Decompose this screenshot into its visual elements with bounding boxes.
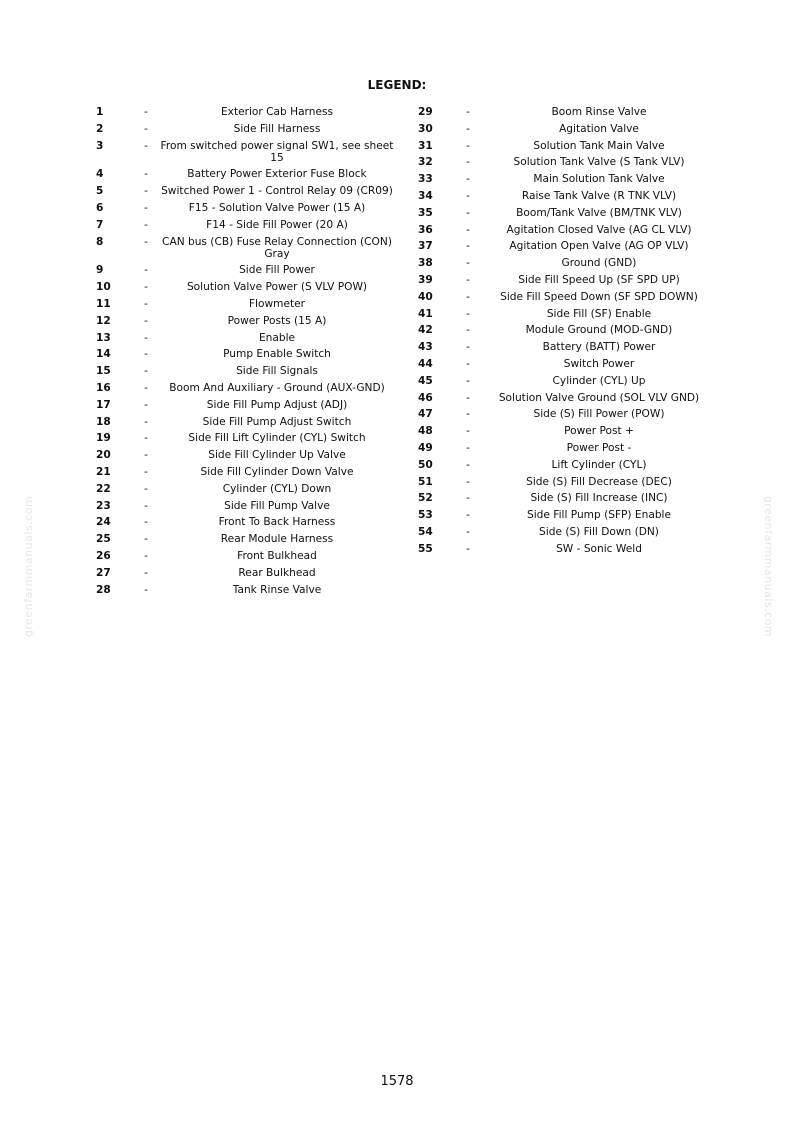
legend-entry-number: 53 bbox=[418, 509, 433, 522]
legend-entry-description: F14 - Side Fill Power (20 A) bbox=[206, 218, 348, 231]
legend-entry-separator: - bbox=[144, 218, 148, 231]
legend-entry bbox=[418, 274, 718, 286]
legend-entry-separator: - bbox=[144, 348, 148, 361]
legend-column-left bbox=[96, 106, 396, 600]
legend-entry-number: 45 bbox=[418, 374, 433, 387]
legend-entry bbox=[96, 432, 396, 444]
legend-entry-number: 47 bbox=[418, 408, 433, 421]
legend-entry-number: 18 bbox=[96, 415, 111, 428]
legend-entry bbox=[418, 358, 718, 370]
legend-entry-number: 26 bbox=[96, 549, 111, 562]
legend-entry-separator: - bbox=[466, 290, 470, 303]
legend-entry-separator: - bbox=[466, 307, 470, 320]
legend-entry-separator: - bbox=[466, 542, 470, 555]
legend-entry-separator: - bbox=[144, 281, 148, 294]
legend-entry-separator: - bbox=[144, 499, 148, 512]
legend-entry-number: 24 bbox=[96, 516, 111, 529]
legend-entry-description: Cylinder (CYL) Down bbox=[222, 482, 332, 495]
legend-entry-separator: - bbox=[466, 139, 470, 152]
legend-entry bbox=[418, 156, 718, 168]
legend-entry-description: Switch Power bbox=[563, 357, 635, 370]
legend-entry-separator: - bbox=[144, 449, 148, 462]
legend-entry-separator: - bbox=[466, 374, 470, 387]
legend-entry-separator: - bbox=[144, 398, 148, 411]
legend-entry-description: Side (S) Fill Down (DN) bbox=[539, 525, 659, 538]
legend-entry bbox=[96, 219, 396, 231]
page-number: 1578 bbox=[380, 1074, 414, 1089]
legend-entry-separator: - bbox=[466, 324, 470, 337]
legend-entry-description: Switched Power 1 - Control Relay 09 (CR09) bbox=[161, 185, 393, 198]
legend-entry bbox=[418, 207, 718, 219]
legend-entry-number: 41 bbox=[418, 307, 433, 320]
legend-entry-separator: - bbox=[466, 509, 470, 522]
legend-entry-description: Front Bulkhead bbox=[237, 549, 317, 562]
legend-entry-description: Side Fill Pump Adjust (ADJ) bbox=[206, 398, 348, 411]
legend-entry-description: Cylinder (CYL) Up bbox=[552, 374, 646, 387]
legend-entry bbox=[418, 509, 718, 521]
legend-entry-number: 54 bbox=[418, 525, 433, 538]
legend-entry bbox=[418, 106, 718, 118]
legend-entry-separator: - bbox=[144, 331, 148, 344]
legend-entry-number: 37 bbox=[418, 240, 433, 253]
legend-entry-description: Side Fill Pump Adjust Switch bbox=[202, 415, 352, 428]
legend-entry-description: Side Fill Pump Valve bbox=[224, 499, 330, 512]
legend-entry-description: From switched power signal SW1, see sheet 15 bbox=[160, 139, 394, 164]
legend-entry-separator: - bbox=[144, 465, 148, 478]
legend-entry-number: 44 bbox=[418, 357, 433, 370]
legend-entry bbox=[418, 408, 718, 420]
legend-entry-number: 39 bbox=[418, 273, 433, 286]
legend-entry-separator: - bbox=[466, 223, 470, 236]
legend-entry-description: Pump Enable Switch bbox=[223, 348, 331, 361]
legend-entry-description: Battery (BATT) Power bbox=[542, 341, 656, 354]
legend-entry-number: 32 bbox=[418, 156, 433, 169]
legend-entry-separator: - bbox=[144, 139, 148, 152]
legend-entry bbox=[418, 459, 718, 471]
legend-entry-separator: - bbox=[144, 365, 148, 378]
legend-entry-number: 12 bbox=[96, 314, 111, 327]
legend-entry-description: CAN bus (CB) Fuse Relay Connection (CON) Gray bbox=[162, 235, 392, 260]
legend-entry-number: 10 bbox=[96, 281, 111, 294]
legend-entry bbox=[96, 399, 396, 411]
legend-entry bbox=[96, 416, 396, 428]
legend-entry-separator: - bbox=[144, 533, 148, 546]
legend-entry-separator: - bbox=[144, 583, 148, 596]
legend-entry-description: Enable bbox=[258, 331, 296, 344]
legend-entry-number: 30 bbox=[418, 122, 433, 135]
legend-entry-separator: - bbox=[466, 408, 470, 421]
legend-entry bbox=[96, 348, 396, 360]
legend-entry-separator: - bbox=[144, 235, 148, 248]
legend-entry-number: 5 bbox=[96, 185, 104, 198]
legend-entry-description: Raise Tank Valve (R TNK VLV) bbox=[521, 189, 677, 202]
legend-entry-number: 16 bbox=[96, 381, 111, 394]
legend-entry-number: 21 bbox=[96, 465, 111, 478]
legend-entry-separator: - bbox=[466, 441, 470, 454]
legend-entry-description: Tank Rinse Valve bbox=[232, 583, 322, 596]
legend-entry bbox=[96, 168, 396, 180]
legend-entry-separator: - bbox=[144, 415, 148, 428]
legend-entry bbox=[96, 236, 396, 260]
legend-entry-separator: - bbox=[466, 458, 470, 471]
legend-entry bbox=[96, 315, 396, 327]
legend-entry-number: 3 bbox=[96, 139, 104, 152]
legend-entry-description: Solution Tank Valve (S Tank VLV) bbox=[513, 156, 685, 169]
legend-title: LEGEND: bbox=[367, 78, 427, 92]
legend-entry-number: 7 bbox=[96, 218, 104, 231]
legend-entry bbox=[418, 140, 718, 152]
legend-entry-separator: - bbox=[144, 516, 148, 529]
legend-entry-description: F15 - Solution Valve Power (15 A) bbox=[188, 201, 366, 214]
legend-entry-separator: - bbox=[466, 341, 470, 354]
legend-entry bbox=[96, 382, 396, 394]
legend-entry-separator: - bbox=[466, 122, 470, 135]
legend-entry-description: Front To Back Harness bbox=[218, 516, 336, 529]
legend-entry bbox=[418, 291, 718, 303]
legend-entry-number: 49 bbox=[418, 441, 433, 454]
legend-entry-description: Agitation Closed Valve (AG CL VLV) bbox=[506, 223, 692, 236]
legend-entry bbox=[96, 466, 396, 478]
legend-entry bbox=[418, 442, 718, 454]
legend-entry-separator: - bbox=[144, 106, 148, 118]
legend-entry-number: 36 bbox=[418, 223, 433, 236]
watermark-left: greenfarmmanuals.com bbox=[22, 495, 36, 638]
legend-entry-separator: - bbox=[144, 314, 148, 327]
legend-entry-description: Side Fill Lift Cylinder (CYL) Switch bbox=[188, 432, 366, 445]
legend-entry bbox=[96, 584, 396, 596]
legend-entry-number: 34 bbox=[418, 189, 433, 202]
legend-entry-number: 6 bbox=[96, 201, 104, 214]
legend-entry-separator: - bbox=[466, 173, 470, 186]
legend-entry-number: 42 bbox=[418, 324, 433, 337]
legend-entry bbox=[96, 123, 396, 135]
legend-entry-number: 23 bbox=[96, 499, 111, 512]
legend-entry-description: Side Fill Signals bbox=[236, 365, 318, 378]
legend-entry-separator: - bbox=[144, 264, 148, 277]
legend-entry-description: Agitation Valve bbox=[559, 122, 639, 135]
legend-entry bbox=[418, 324, 718, 336]
watermark-right: greenfarmmanuals.com bbox=[762, 495, 776, 638]
legend-entry-description: Lift Cylinder (CYL) bbox=[551, 458, 647, 471]
legend-entry-description: Side Fill Speed Down (SF SPD DOWN) bbox=[500, 290, 698, 303]
legend-entry-separator: - bbox=[466, 525, 470, 538]
legend-entry-number: 2 bbox=[96, 122, 104, 135]
legend-entry-description: Side Fill Speed Up (SF SPD UP) bbox=[518, 273, 680, 286]
legend-entry-number: 52 bbox=[418, 492, 433, 505]
legend-entry-number: 51 bbox=[418, 475, 433, 488]
legend-entry-separator: - bbox=[466, 357, 470, 370]
legend-entry bbox=[418, 425, 718, 437]
legend-entry-separator: - bbox=[466, 240, 470, 253]
legend-entry-separator: - bbox=[466, 492, 470, 505]
legend-entry-number: 31 bbox=[418, 139, 433, 152]
legend-entry-separator: - bbox=[144, 432, 148, 445]
legend-entry-separator: - bbox=[144, 122, 148, 135]
legend-entry-number: 43 bbox=[418, 341, 433, 354]
legend-entry-description: Boom Rinse Valve bbox=[551, 106, 647, 118]
legend-entry bbox=[96, 264, 396, 276]
legend-entry-number: 20 bbox=[96, 449, 111, 462]
legend-entry-number: 19 bbox=[96, 432, 111, 445]
legend-entry-number: 14 bbox=[96, 348, 111, 361]
legend-entry-description: Boom And Auxiliary - Ground (AUX-GND) bbox=[169, 381, 385, 394]
legend-entry-description: Side (S) Fill Increase (INC) bbox=[530, 492, 668, 505]
legend-entry-description: Side Fill (SF) Enable bbox=[546, 307, 652, 320]
legend-entry-number: 1 bbox=[96, 106, 104, 118]
legend-entry-description: Solution Valve Power (S VLV POW) bbox=[186, 281, 368, 294]
legend-entry-separator: - bbox=[466, 106, 470, 118]
legend-entry-separator: - bbox=[144, 381, 148, 394]
legend-entry bbox=[418, 240, 718, 252]
legend-entry bbox=[96, 202, 396, 214]
legend-entry bbox=[418, 190, 718, 202]
legend-entry-number: 35 bbox=[418, 206, 433, 219]
legend-entry-number: 11 bbox=[96, 297, 111, 310]
legend-entry-description: Solution Tank Main Valve bbox=[533, 139, 665, 152]
legend-entry-number: 4 bbox=[96, 168, 104, 181]
legend-entry-description: Side (S) Fill Decrease (DEC) bbox=[526, 475, 672, 488]
legend-entry-separator: - bbox=[466, 189, 470, 202]
legend-entry-description: Agitation Open Valve (AG OP VLV) bbox=[509, 240, 689, 253]
legend-entry bbox=[96, 365, 396, 377]
legend-entry-number: 38 bbox=[418, 257, 433, 270]
legend-entry bbox=[418, 526, 718, 538]
legend-entry-description: Power Post + bbox=[564, 425, 634, 438]
legend-entry bbox=[96, 567, 396, 579]
legend-entry bbox=[418, 375, 718, 387]
legend-entry bbox=[96, 332, 396, 344]
legend-entry-number: 8 bbox=[96, 235, 104, 248]
legend-entry-description: Side Fill Cylinder Up Valve bbox=[208, 449, 346, 462]
legend-entry-number: 55 bbox=[418, 542, 433, 555]
legend-entry-separator: - bbox=[144, 482, 148, 495]
legend-entry-separator: - bbox=[144, 201, 148, 214]
legend-entry-number: 40 bbox=[418, 290, 433, 303]
legend-entry-description: Side Fill Pump (SFP) Enable bbox=[526, 509, 672, 522]
legend-entry-number: 13 bbox=[96, 331, 111, 344]
legend-entry-number: 27 bbox=[96, 566, 111, 579]
legend-entry bbox=[418, 476, 718, 488]
legend-entry-separator: - bbox=[466, 391, 470, 404]
legend-entry bbox=[418, 173, 718, 185]
legend-entry-description: Side Fill Cylinder Down Valve bbox=[200, 465, 354, 478]
legend-entry-description: Battery Power Exterior Fuse Block bbox=[187, 168, 367, 181]
legend-entry-number: 17 bbox=[96, 398, 111, 411]
legend-entry-description: Flowmeter bbox=[248, 297, 306, 310]
legend-entry-description: Ground (GND) bbox=[561, 257, 637, 270]
legend-entry bbox=[96, 483, 396, 495]
legend-entry bbox=[96, 516, 396, 528]
legend-entry-description: Side (S) Fill Power (POW) bbox=[533, 408, 665, 421]
legend-entry-description: Exterior Cab Harness bbox=[220, 106, 333, 118]
legend-entry-number: 22 bbox=[96, 482, 111, 495]
legend-entry bbox=[418, 341, 718, 353]
legend-entry-separator: - bbox=[144, 566, 148, 579]
legend-entry-separator: - bbox=[144, 168, 148, 181]
legend-entry-description: Rear Module Harness bbox=[220, 533, 334, 546]
legend-entry-description: Main Solution Tank Valve bbox=[533, 173, 665, 186]
legend-entry-number: 33 bbox=[418, 173, 433, 186]
legend-entry-description: Power Post - bbox=[566, 441, 632, 454]
legend-entry bbox=[418, 543, 718, 555]
legend-entry bbox=[418, 224, 718, 236]
legend-entry bbox=[96, 281, 396, 293]
legend-entry-separator: - bbox=[466, 475, 470, 488]
legend-entry-number: 28 bbox=[96, 583, 111, 596]
legend-entry bbox=[418, 123, 718, 135]
legend-entry-description: Solution Valve Ground (SOL VLV GND) bbox=[498, 391, 700, 404]
legend-entry-description: Side Fill Harness bbox=[233, 122, 321, 135]
legend-entry bbox=[96, 106, 396, 118]
legend-entry-separator: - bbox=[144, 549, 148, 562]
legend-entry-separator: - bbox=[144, 185, 148, 198]
legend-entry-description: Rear Bulkhead bbox=[238, 566, 316, 579]
legend-entry-number: 48 bbox=[418, 425, 433, 438]
legend-entry-description: Power Posts (15 A) bbox=[227, 314, 327, 327]
legend-entry-number: 46 bbox=[418, 391, 433, 404]
legend-column-right bbox=[418, 106, 718, 560]
legend-entry bbox=[96, 140, 396, 164]
legend-entry-separator: - bbox=[466, 156, 470, 169]
legend-entry bbox=[418, 257, 718, 269]
legend-entry-description: Side Fill Power bbox=[239, 264, 315, 277]
legend-entry bbox=[96, 185, 396, 197]
legend-entry-number: 50 bbox=[418, 458, 433, 471]
legend-entry bbox=[96, 298, 396, 310]
legend-entry bbox=[96, 550, 396, 562]
legend-entry-separator: - bbox=[466, 425, 470, 438]
legend-entry bbox=[418, 492, 718, 504]
legend-entry bbox=[418, 308, 718, 320]
legend-entry bbox=[96, 500, 396, 512]
legend-entry-separator: - bbox=[466, 273, 470, 286]
legend-entry bbox=[96, 533, 396, 545]
legend-entry-description: SW - Sonic Weld bbox=[556, 542, 642, 555]
legend-entry-description: Module Ground (MOD-GND) bbox=[525, 324, 673, 337]
legend-entry-number: 29 bbox=[418, 106, 433, 118]
legend-entry bbox=[96, 449, 396, 461]
legend-entry-description: Boom/Tank Valve (BM/TNK VLV) bbox=[516, 206, 682, 219]
legend-entry-number: 25 bbox=[96, 533, 111, 546]
legend-entry-separator: - bbox=[466, 206, 470, 219]
legend-entry-separator: - bbox=[144, 297, 148, 310]
legend-entry-number: 15 bbox=[96, 365, 111, 378]
legend-entry bbox=[418, 392, 718, 404]
legend-entry-number: 9 bbox=[96, 264, 104, 277]
legend-entry-separator: - bbox=[466, 257, 470, 270]
